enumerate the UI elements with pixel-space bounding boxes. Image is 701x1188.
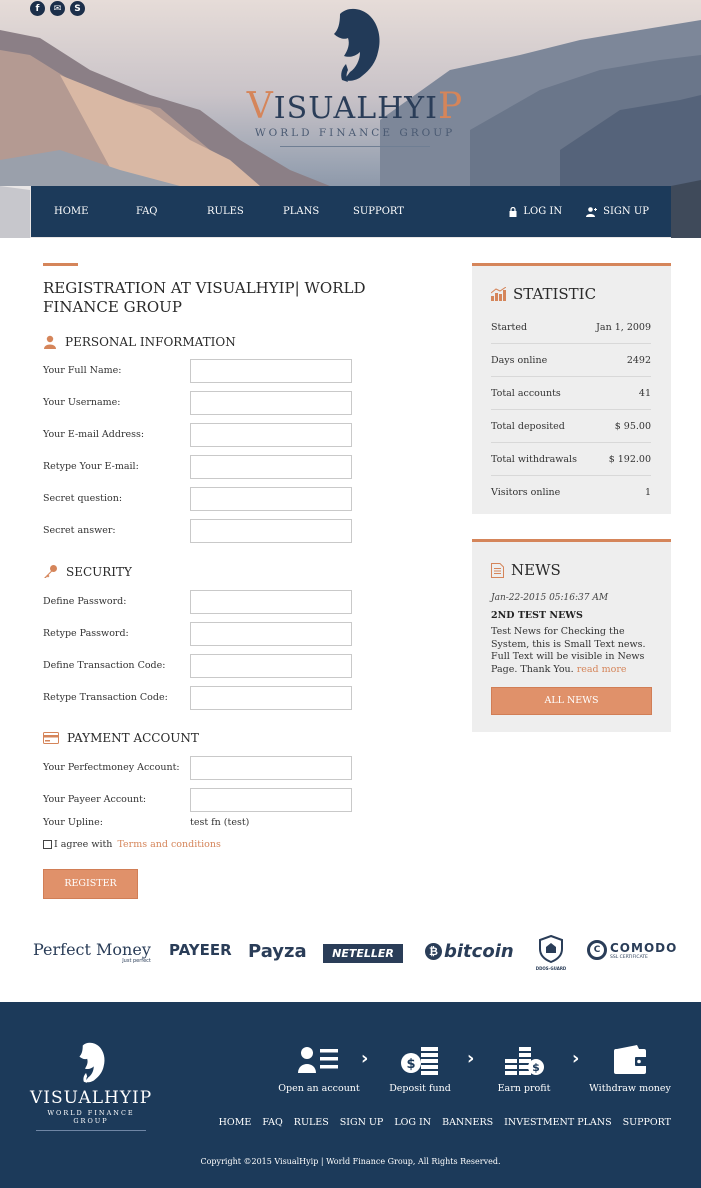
stacked-coins-icon: [503, 1045, 545, 1075]
mail-icon[interactable]: ✉: [50, 1, 65, 16]
secret-question-input[interactable]: [190, 487, 352, 511]
user-list-icon: [298, 1046, 340, 1074]
shield-icon: [538, 935, 564, 963]
document-icon: [491, 563, 504, 578]
footer-link-signup[interactable]: SIGN UP: [339, 1117, 384, 1128]
footer-link-banners[interactable]: BANNERS: [442, 1117, 494, 1128]
neteller-logo: NETELLER: [323, 944, 403, 963]
site-logo[interactable]: [240, 4, 470, 147]
svg-text:$: $: [532, 1061, 540, 1074]
comodo-icon: C: [587, 940, 607, 960]
field-label: Your Perfectmoney Account:: [43, 762, 180, 773]
form-row-retype-transaction-code: [43, 686, 363, 710]
step-label: Open an account: [278, 1083, 360, 1094]
field-label: Retype Transaction Code:: [43, 692, 168, 703]
terms-link[interactable]: Terms and conditions: [117, 839, 221, 850]
payza-logo: Payza: [248, 941, 307, 962]
copyright: Copyright ©2015 VisualHyip | World Finance Group, All Rights Reserved.: [200, 1157, 501, 1166]
nav-account: [509, 206, 649, 217]
perfect-money-logo: Perfect Money Just perfect: [33, 940, 151, 964]
stat-row-total-accounts: [491, 377, 651, 410]
field-label: Secret question:: [43, 493, 123, 504]
logo-divider: [280, 146, 430, 147]
nav-links: [54, 206, 404, 217]
stat-label: Days online: [491, 355, 548, 366]
svg-text:$: $: [406, 1057, 416, 1072]
statistic-heading: STATISTIC: [491, 285, 596, 303]
key-icon: [43, 564, 58, 579]
footer-link-faq[interactable]: FAQ: [262, 1117, 283, 1128]
nav-rules[interactable]: RULES: [207, 206, 244, 217]
field-label: Your Payeer Account:: [43, 794, 147, 805]
form-row-email: [43, 423, 363, 447]
hero-header: [0, 0, 701, 238]
stat-row-total-deposited: [491, 410, 651, 443]
footer-link-login[interactable]: LOG IN: [394, 1117, 432, 1128]
form-row-password: [43, 590, 363, 614]
field-label: Retype Your E-mail:: [43, 461, 139, 472]
step-withdraw-money: [580, 1042, 680, 1094]
form-row-transaction-code: [43, 654, 363, 678]
news-date: Jan-22-2015 05:16:37 AM: [491, 593, 609, 603]
stat-label: Total accounts: [491, 388, 561, 399]
ddos-guard-logo: DDOS-GUARD: [534, 935, 568, 971]
form-row-perfectmoney: [43, 756, 363, 780]
retype-email-input[interactable]: [190, 455, 352, 479]
chevron-right-icon: ›: [467, 1048, 475, 1069]
main-navbar: [31, 186, 671, 237]
footer-logo-divider: [36, 1130, 146, 1131]
coins-icon: [401, 1045, 439, 1075]
field-label: Define Password:: [43, 596, 127, 607]
lock-icon: [509, 207, 517, 217]
chevron-right-icon: ›: [361, 1048, 369, 1069]
full-name-input[interactable]: [190, 359, 352, 383]
secret-answer-input[interactable]: [190, 519, 352, 543]
nav-faq[interactable]: FAQ: [136, 206, 158, 217]
field-label: Your Full Name:: [43, 365, 122, 376]
step-deposit-fund: [370, 1042, 470, 1094]
logo-subtitle: WORLD FINANCE GROUP: [254, 127, 456, 139]
footer-link-investment-plans[interactable]: INVESTMENT PLANS: [504, 1117, 612, 1128]
read-more-link[interactable]: read more: [576, 663, 627, 675]
payment-logos: [0, 930, 701, 980]
retype-password-input[interactable]: [190, 622, 352, 646]
terms-agreement: [43, 839, 221, 850]
title-accent-bar: [43, 263, 78, 266]
nav-login-label: LOG IN: [523, 206, 563, 217]
skype-icon[interactable]: S: [70, 1, 85, 16]
step-label: Withdraw money: [589, 1083, 671, 1094]
stat-row-days-online: [491, 344, 651, 377]
transaction-code-input[interactable]: [190, 654, 352, 678]
upline-value: test fn (test): [190, 817, 250, 828]
person-icon: [43, 335, 57, 349]
nav-plans[interactable]: PLANS: [283, 206, 320, 217]
stat-value: 41: [638, 388, 651, 399]
user-add-icon: [586, 207, 597, 217]
username-input[interactable]: [190, 391, 352, 415]
news-title: 2ND TEST NEWS: [491, 610, 583, 621]
retype-transaction-code-input[interactable]: [190, 686, 352, 710]
logo-title: VISUALHYIP: [246, 86, 464, 127]
bar-chart-icon: [491, 287, 506, 301]
bitcoin-logo: ₿ bitcoin: [425, 941, 514, 962]
nav-home[interactable]: HOME: [54, 206, 89, 217]
chevron-right-icon: ›: [572, 1048, 580, 1069]
form-row-secret-answer: [43, 519, 363, 543]
stat-value: $ 95.00: [614, 421, 651, 432]
perfectmoney-input[interactable]: [190, 756, 352, 780]
payeer-logo: PAYEER: [169, 941, 232, 959]
payeer-input[interactable]: [190, 788, 352, 812]
footer-logo-title: VISUALHYIP: [30, 1088, 153, 1108]
upline-label: Your Upline:: [43, 817, 103, 828]
nav-support[interactable]: SUPPORT: [353, 206, 404, 217]
step-earn-profit: [474, 1042, 574, 1094]
credit-card-icon: [43, 732, 59, 744]
payment-account-heading: PAYMENT ACCOUNT: [43, 731, 199, 745]
facebook-icon[interactable]: f: [30, 1, 45, 16]
news-panel: [472, 539, 671, 732]
news-heading: NEWS: [491, 561, 561, 579]
stat-row-total-withdrawals: [491, 443, 651, 476]
agree-text: I agree with: [54, 839, 113, 850]
stat-value: $ 192.00: [608, 454, 651, 465]
form-row-retype-email: [43, 455, 363, 479]
stat-value: 1: [644, 487, 651, 498]
stat-label: Total withdrawals: [491, 454, 577, 465]
form-row-secret-question: [43, 487, 363, 511]
footer-logo[interactable]: [30, 1040, 152, 1131]
step-label: Earn profit: [497, 1083, 551, 1094]
field-label: Your Username:: [43, 397, 121, 408]
form-row-username: [43, 391, 363, 415]
footer: [0, 1002, 701, 1188]
page-title: REGISTRATION AT VISUALHYIP| WORLD FINANCE GROUP: [43, 279, 366, 316]
footer-link-rules[interactable]: RULES: [293, 1117, 329, 1128]
footer-nav: [219, 1117, 671, 1128]
personal-info-heading: PERSONAL INFORMATION: [43, 335, 236, 349]
all-news-button[interactable]: ALL NEWS: [491, 687, 652, 715]
social-links: [30, 1, 85, 16]
statistic-panel: [472, 263, 671, 514]
field-label: Your E-mail Address:: [43, 429, 145, 440]
field-label: Define Transaction Code:: [43, 660, 166, 671]
stat-row-started: [491, 311, 651, 344]
footer-logo-subtitle: WORLD FINANCE GROUP: [47, 1109, 135, 1125]
nav-signup[interactable]: [586, 206, 649, 217]
stat-label: Visitors online: [491, 487, 561, 498]
horse-logo-icon: [71, 1040, 111, 1084]
wallet-icon: [613, 1045, 647, 1075]
stat-value: 2492: [626, 355, 651, 366]
password-input[interactable]: [190, 590, 352, 614]
stat-value: Jan 1, 2009: [596, 322, 651, 333]
register-button[interactable]: REGISTER: [43, 869, 138, 899]
field-label: Retype Password:: [43, 628, 129, 639]
stat-label: Total deposited: [491, 421, 565, 432]
footer-link-home[interactable]: HOME: [218, 1117, 252, 1128]
nav-signup-label: SIGN UP: [603, 206, 649, 217]
email-input[interactable]: [190, 423, 352, 447]
form-row-payeer: [43, 788, 363, 812]
horse-logo-icon: [320, 4, 390, 84]
footer-link-support[interactable]: SUPPORT: [622, 1117, 671, 1128]
stat-label: Started: [491, 322, 528, 333]
bitcoin-icon: ₿: [425, 943, 442, 960]
field-label: Secret answer:: [43, 525, 116, 536]
step-open-account: [269, 1042, 369, 1094]
comodo-logo: C COMODO SSL CERTIFICATE: [587, 940, 677, 960]
news-body: Test News for Checking the System, this is Small Text news. Full Text will be visible in News Page. Thank You. read more: [491, 626, 646, 675]
form-row-retype-password: [43, 622, 363, 646]
nav-login[interactable]: [509, 206, 562, 217]
form-row-full-name: [43, 359, 363, 383]
step-label: Deposit fund: [389, 1083, 451, 1094]
terms-checkbox[interactable]: [43, 840, 52, 849]
security-heading: SECURITY: [43, 564, 132, 579]
stat-row-visitors-online: [491, 476, 651, 509]
